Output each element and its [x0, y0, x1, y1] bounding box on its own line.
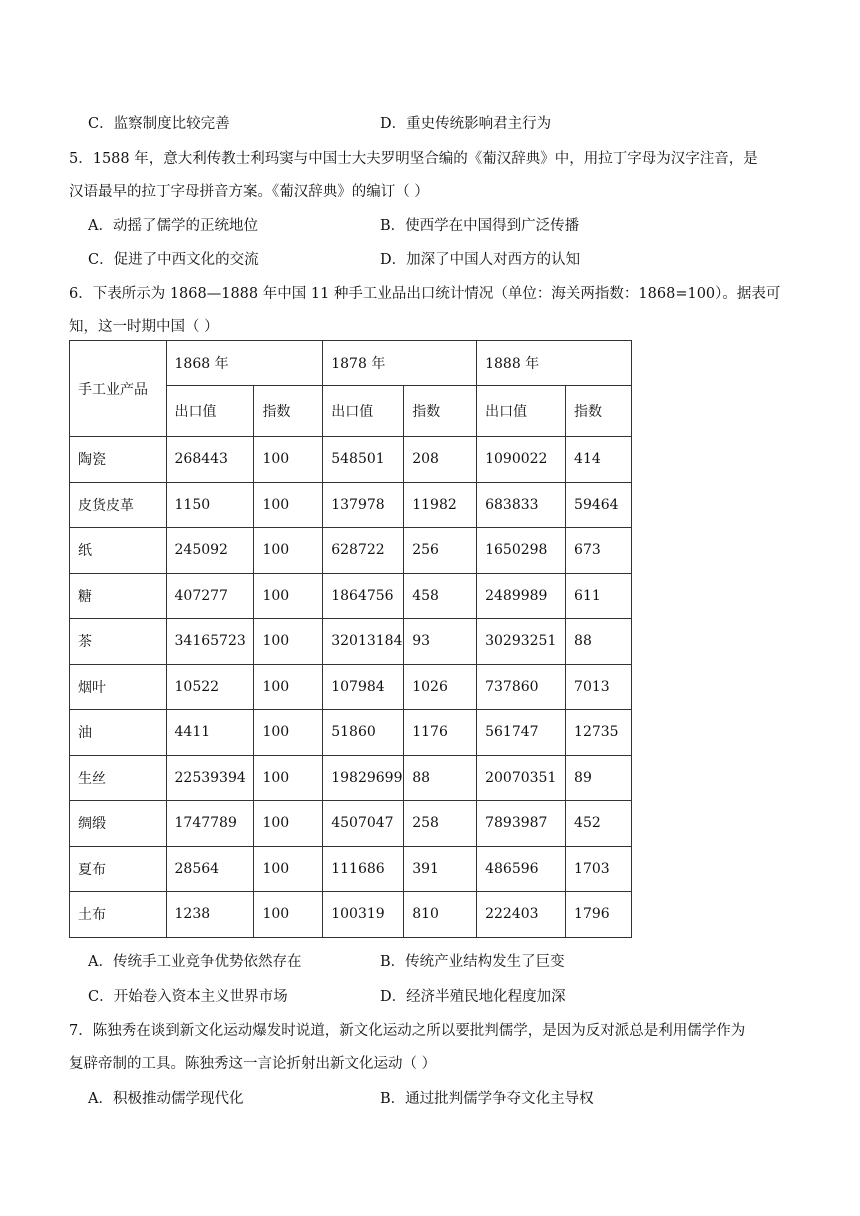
table-cell: 100: [254, 801, 323, 847]
q6-option-d: D．经济半殖民地化程度加深: [380, 989, 566, 1005]
table-row: [70, 801, 632, 847]
table-cell: 100: [254, 710, 323, 756]
table-cell: 88: [566, 619, 632, 665]
table-cell: 1747789: [166, 801, 254, 847]
table-subheader: 指数: [566, 386, 632, 437]
table-row: [70, 528, 632, 574]
table-cell: 391: [404, 846, 477, 892]
product-name-cell: 夏布: [70, 846, 167, 892]
table-cell: 100: [254, 755, 323, 801]
q7-option-b: B．通过批判儒学争夺文化主导权: [380, 1091, 594, 1107]
table-cell: 51860: [323, 710, 404, 756]
table-cell: 256: [404, 528, 477, 574]
table-cell: 561747: [477, 710, 566, 756]
table-cell: 100: [254, 528, 323, 574]
table-subheader: 出口值: [323, 386, 404, 437]
table-cell: 100: [254, 482, 323, 528]
table-row: [70, 846, 632, 892]
table-cell: 486596: [477, 846, 566, 892]
q6-stem-line2: 知，这一时期中国（ ）: [69, 319, 219, 335]
table-cell: 548501: [323, 437, 404, 483]
product-name-cell: 皮货皮革: [70, 482, 167, 528]
q4-option-d: D．重史传统影响君主行为: [380, 116, 552, 132]
product-name-cell: 茶: [70, 619, 167, 665]
table-cell: 268443: [166, 437, 254, 483]
product-name-cell: 糖: [70, 573, 167, 619]
table-cell: 34165723: [166, 619, 254, 665]
table-cell: 100319: [323, 892, 404, 938]
table-cell: 93: [404, 619, 477, 665]
q6-stem-line1: 6．下表所示为 1868—1888 年中国 11 种手工业品出口统计情况（单位：海关两指数：1868=100）。据表可: [69, 286, 781, 302]
table-cell: 1150: [166, 482, 254, 528]
table-cell: 7013: [566, 664, 632, 710]
table-cell: 137978: [323, 482, 404, 528]
product-name-cell: 烟叶: [70, 664, 167, 710]
table-cell: 683833: [477, 482, 566, 528]
table-cell: 111686: [323, 846, 404, 892]
table-subheader: 指数: [254, 386, 323, 437]
product-name-cell: 绸缎: [70, 801, 167, 847]
table-subheader: 出口值: [477, 386, 566, 437]
table-cell: 100: [254, 573, 323, 619]
year-header-1868: 1868 年: [166, 341, 323, 386]
table-row: [70, 664, 632, 710]
table-cell: 628722: [323, 528, 404, 574]
q7-stem-line1: 7．陈独秀在谈到新文化运动爆发时说道，新文化运动之所以要批判儒学，是因为反对派总是利用儒学作为: [69, 1023, 746, 1039]
q5-option-c: C．促进了中西文化的交流: [88, 252, 259, 268]
table-cell: 107984: [323, 664, 404, 710]
table-cell: 673: [566, 528, 632, 574]
table-cell: 22539394: [166, 755, 254, 801]
q7-option-a: A．积极推动儒学现代化: [88, 1091, 244, 1107]
table-cell: 1090022: [477, 437, 566, 483]
product-name-cell: 陶瓷: [70, 437, 167, 483]
table-cell: 4411: [166, 710, 254, 756]
table-cell: 2489989: [477, 573, 566, 619]
table-cell: 28564: [166, 846, 254, 892]
table-cell: 458: [404, 573, 477, 619]
q6-option-a: A．传统手工业竞争优势依然存在: [88, 954, 302, 970]
q6-option-b: B．传统产业结构发生了巨变: [380, 954, 565, 970]
table-cell: 32013184: [323, 619, 404, 665]
table-cell: 100: [254, 664, 323, 710]
table-cell: 1650298: [477, 528, 566, 574]
table-cell: 810: [404, 892, 477, 938]
table-cell: 1238: [166, 892, 254, 938]
product-name-cell: 纸: [70, 528, 167, 574]
table-cell: 611: [566, 573, 632, 619]
q5-stem-line2: 汉语最早的拉丁字母拼音方案。《葡汉辞典》的编订（ ）: [69, 184, 429, 200]
export-statistics-table: [69, 340, 632, 938]
table-row: [70, 482, 632, 528]
q5-option-a: A．动摇了儒学的正统地位: [88, 218, 258, 234]
table-cell: 100: [254, 437, 323, 483]
table-cell: 407277: [166, 573, 254, 619]
table-cell: 20070351: [477, 755, 566, 801]
product-name-cell: 油: [70, 710, 167, 756]
table-subheader: 出口值: [166, 386, 254, 437]
table-corner-header: 手工业产品: [70, 341, 167, 437]
table-cell: 1176: [404, 710, 477, 756]
table-cell: 88: [404, 755, 477, 801]
table-row: [70, 892, 632, 938]
table-cell: 737860: [477, 664, 566, 710]
table-cell: 100: [254, 892, 323, 938]
table-cell: 12735: [566, 710, 632, 756]
table-cell: 10522: [166, 664, 254, 710]
table-subheader: 指数: [404, 386, 477, 437]
table-cell: 222403: [477, 892, 566, 938]
q5-stem-line1: 5．1588 年，意大利传教士利玛窦与中国士大夫罗明坚合编的《葡汉辞典》中，用拉丁字母为汉字注音，是: [69, 151, 758, 167]
q6-option-c: C．开始卷入资本主义世界市场: [88, 989, 288, 1005]
table-cell: 100: [254, 846, 323, 892]
year-header-1878: 1878 年: [323, 341, 477, 386]
table-cell: 414: [566, 437, 632, 483]
table-row: [70, 710, 632, 756]
year-header-1888: 1888 年: [477, 341, 632, 386]
table-cell: 89: [566, 755, 632, 801]
table-cell: 1796: [566, 892, 632, 938]
product-name-cell: 生丝: [70, 755, 167, 801]
q4-option-c: C．监察制度比较完善: [88, 116, 230, 132]
table-cell: 100: [254, 619, 323, 665]
q7-stem-line2: 复辟帝制的工具。陈独秀这一言论折射出新文化运动（ ）: [69, 1056, 437, 1072]
q5-option-b: B．使西学在中国得到广泛传播: [380, 218, 580, 234]
table-cell: 59464: [566, 482, 632, 528]
table-cell: 245092: [166, 528, 254, 574]
table-cell: 452: [566, 801, 632, 847]
table-cell: 1026: [404, 664, 477, 710]
table-row: [70, 755, 632, 801]
table-cell: 30293251: [477, 619, 566, 665]
table-cell: 19829699: [323, 755, 404, 801]
table-cell: 258: [404, 801, 477, 847]
q5-option-d: D．加深了中国人对西方的认知: [380, 252, 581, 268]
product-name-cell: 土布: [70, 892, 167, 938]
table-cell: 4507047: [323, 801, 404, 847]
table-cell: 1703: [566, 846, 632, 892]
table-row: [70, 573, 632, 619]
table-cell: 1864756: [323, 573, 404, 619]
table-cell: 208: [404, 437, 477, 483]
table-row: [70, 437, 632, 483]
table-cell: 11982: [404, 482, 477, 528]
table-cell: 7893987: [477, 801, 566, 847]
table-row: [70, 619, 632, 665]
